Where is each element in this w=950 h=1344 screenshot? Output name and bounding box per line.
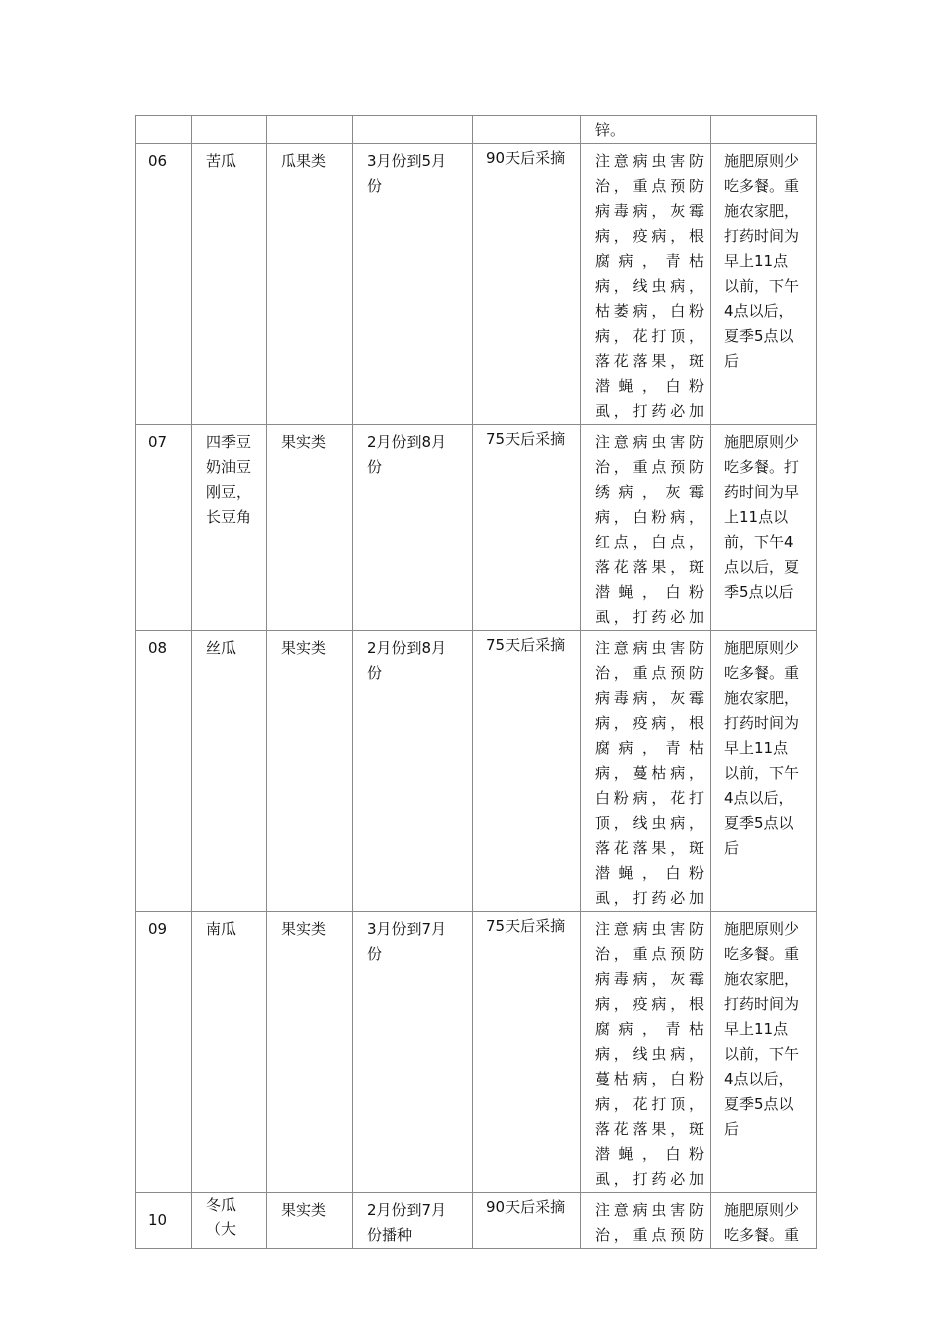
table-row <box>136 144 817 425</box>
cell-name: 丝瓜 <box>192 631 267 912</box>
cell-name: 冬瓜 （大 <box>192 1193 267 1249</box>
cell-category: 果实类 <box>267 631 353 912</box>
cell-pest-control: 注意病虫害防 治，重点预防 <box>581 1193 711 1249</box>
cell-fertilizer: 施肥原则少 吃多餐。重 施农家肥， 打药时间为 早上11点 以前，下午 4点以后， 夏季5点以 后 <box>711 144 817 425</box>
cell-fertilizer <box>711 116 817 144</box>
cell-harvest: 90天后采摘 <box>473 1193 581 1249</box>
cell-fertilizer: 施肥原则少 吃多餐。重 施农家肥， 打药时间为 早上11点 以前，下午 4点以后， 夏季5点以 后 <box>711 631 817 912</box>
table-row <box>136 116 817 144</box>
cell-category: 果实类 <box>267 425 353 631</box>
cell-number: 07 <box>136 425 192 631</box>
table-row <box>136 1193 817 1249</box>
cell-harvest: 75天后采摘 <box>473 631 581 912</box>
cell-name: 南瓜 <box>192 912 267 1193</box>
cell-period: 3月份到5月 份 <box>353 144 473 425</box>
cell-period: 2月份到7月 份播种 <box>353 1193 473 1249</box>
cell-pest-control: 注意病虫害防 治，重点预防 绣病，灰霉 病，白粉病， 红点，白点， 落花落果，斑 潜蝇，白粉 虱，打药必加 <box>581 425 711 631</box>
cell-pest-control: 注意病虫害防 治，重点预防 病毒病，灰霉 病，疫病，根 腐病，青枯 病，线虫病， 枯萎病，白粉 病，花打顶， 落花落果，斑 潜蝇，白粉 虱，打药必加 <box>581 144 711 425</box>
cell-harvest: 90天后采摘 <box>473 144 581 425</box>
cell-harvest: 75天后采摘 <box>473 912 581 1193</box>
table-row <box>136 912 817 1193</box>
cell-name <box>192 116 267 144</box>
cell-name: 苦瓜 <box>192 144 267 425</box>
cell-pest-control: 注意病虫害防 治，重点预防 病毒病，灰霉 病，疫病，根 腐病，青枯 病，线虫病， 蔓枯病，白粉 病，花打顶， 落花落果，斑 潜蝇，白粉 虱，打药必加 <box>581 912 711 1193</box>
cell-category: 瓜果类 <box>267 144 353 425</box>
cell-number <box>136 116 192 144</box>
cell-fertilizer: 施肥原则少 吃多餐。打 药时间为早 上11点以 前，下午4 点以后，夏 季5点以后 <box>711 425 817 631</box>
cell-fertilizer: 施肥原则少 吃多餐。重 施农家肥， 打药时间为 早上11点 以前，下午 4点以后， 夏季5点以 后 <box>711 912 817 1193</box>
cell-fertilizer: 施肥原则少 吃多餐。重 <box>711 1193 817 1249</box>
table-row <box>136 425 817 631</box>
cell-harvest <box>473 116 581 144</box>
table-row <box>136 631 817 912</box>
cell-pest-control: 注意病虫害防 治，重点预防 病毒病，灰霉 病，疫病，根 腐病，青枯 病，蔓枯病， 白粉病，花打 顶，线虫病， 落花落果，斑 潜蝇，白粉 虱，打药必加 <box>581 631 711 912</box>
cell-number: 10 <box>136 1193 192 1249</box>
cell-number: 08 <box>136 631 192 912</box>
cell-number: 06 <box>136 144 192 425</box>
cell-category <box>267 116 353 144</box>
cell-pest-control: 锌。 <box>581 116 711 144</box>
cell-name: 四季豆 奶油豆 刚豆， 长豆角 <box>192 425 267 631</box>
cell-category: 果实类 <box>267 1193 353 1249</box>
cell-period: 2月份到8月 份 <box>353 631 473 912</box>
cell-period <box>353 116 473 144</box>
cell-category: 果实类 <box>267 912 353 1193</box>
cell-harvest: 75天后采摘 <box>473 425 581 631</box>
vegetable-planting-table <box>135 115 817 1249</box>
cell-number: 09 <box>136 912 192 1193</box>
cell-period: 3月份到7月 份 <box>353 912 473 1193</box>
cell-period: 2月份到8月 份 <box>353 425 473 631</box>
